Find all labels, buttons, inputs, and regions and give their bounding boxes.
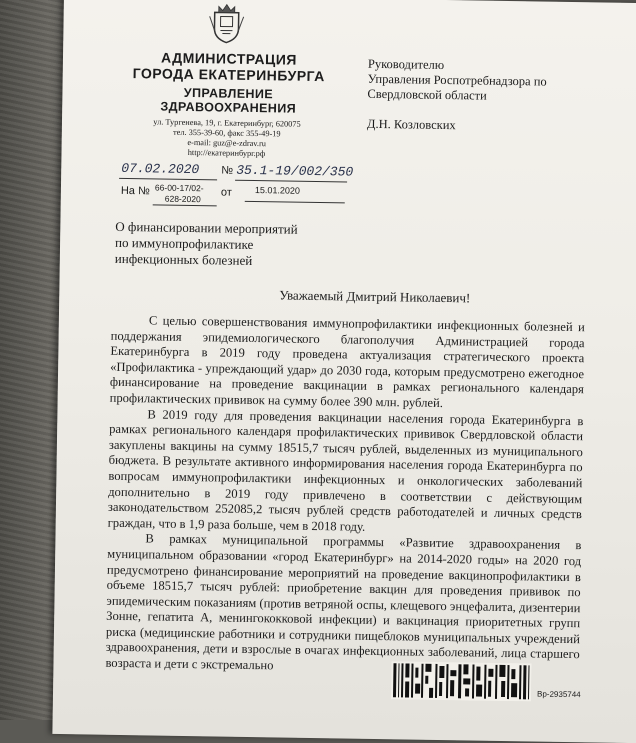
city-coat-of-arms-icon	[206, 2, 247, 45]
dept-title-line1: УПРАВЛЕНИЕ	[183, 85, 274, 102]
handwritten-number: 35.1-19/002/350	[236, 162, 354, 180]
subject-line2: по иммунопрофилактике	[114, 234, 254, 253]
paragraph-2: В 2019 году для проведения вакцинации населения города Екатеринбурга в рамках регионального календаря профилактических прививок Свердловской области закуплены вакцины на сумму 18515,7 тысяч рублей, выделенных из муниципального бюджета. В результате активного информирования населения города Екатеринбурга по вопросам иммунопрофилактики инфекционных и онкологических заболеваний дополнительно в 2019 году привлечено в соответствии с действующим законодательством 252085,2 тысяч рублей средств работодателей и личных средств граждан, что в 1,9 раза больше, чем в 2018 году.	[107, 406, 584, 534]
document-barcode-icon	[391, 661, 532, 701]
document-page	[52, 0, 636, 743]
recipient-line3: Свердловской области	[367, 86, 487, 103]
phone: тел. 355-39-60, факс 355-49-19	[173, 127, 281, 139]
email: e-mail: guz@e-zdrav.ru	[187, 137, 266, 149]
recipient-name: Д.Н. Козловских	[366, 116, 456, 133]
handwritten-date: 07.02.2020	[121, 160, 200, 178]
website: http://екатеринбург.рф	[187, 147, 266, 159]
number-label: №	[221, 164, 234, 177]
reference-number-line2: 628-2020	[164, 193, 201, 205]
barcode-number: Вр-2935744	[536, 689, 581, 700]
recipient-line2: Управления Роспотребнадзора по	[367, 71, 547, 89]
org-title-line2: ГОРОДА ЕКАТЕРИНБУРГА	[132, 65, 325, 85]
subject-line1: О финансировании мероприятий	[115, 218, 298, 237]
paragraph-1: С целью совершенствования иммунопрофилактики инфекционных болезней и поддержания эпидемиологического благополучия Администрацией города Екатеринбурга в 2019 году проведена актуализация стратегического проекта «Профилактика - упреждающий удар» до 2030 года, которым предусмотрено ежегодное финансирование на проведение вакцинации в рамках регионального календаря профилактических прививок на сумму более 390 млн. рублей.	[109, 313, 585, 410]
reference-number-line1: 66-00-17/02-	[154, 182, 204, 194]
reference-date: 15.01.2020	[254, 185, 301, 196]
dept-title-line2: ЗДРАВООХРАНЕНИЯ	[160, 99, 297, 116]
reference-from-label: от	[220, 186, 232, 199]
address: ул. Тургенева, 19, г. Екатеринбург, 620075	[153, 117, 301, 129]
paragraph-3: В рамках муниципальной программы «Развитие здравоохранения в муниципальном образовании «город Екатеринбург» на 2014-2020 годы» на 2020 год предусмотрено финансирование мероприятий на проведение вакцинопрофилактики в объеме 18515,7 тысяч рублей: приобретение вакцин для проведения прививок по эпидемическим показаниям (против ветряной оспы, клещевого энцефалита, дизентерии Зонне, гепатита А, менингококковой инфекции) и вакцинация приоритетных групп риска (медицинские работники и сотрудники пищеблоков муниципальных учреждений здравоохранения, дети и взрослые в очагах инфекционных заболеваний, лица старшего возраста и дети с экстремально	[105, 531, 582, 673]
subject-line3: инфекционных болезней	[114, 250, 253, 268]
org-title-line1: АДМИНИСТРАЦИЯ	[160, 49, 298, 68]
letter-body	[105, 313, 585, 679]
greeting: Уважаемый Дмитрий Николаевич!	[279, 287, 471, 306]
reference-label: На №	[120, 184, 150, 198]
recipient-line1: Руководителю	[367, 56, 445, 72]
